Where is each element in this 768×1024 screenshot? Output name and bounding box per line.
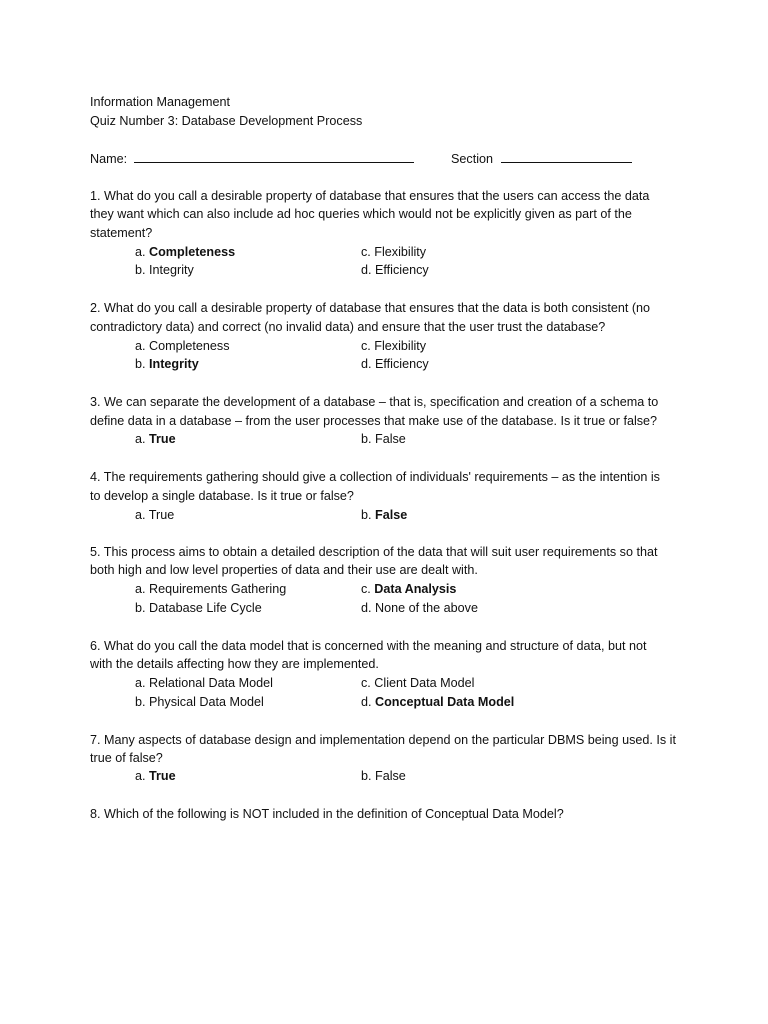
option-a: a. Completeness [135, 245, 236, 259]
option-a: a. True [135, 769, 176, 783]
option-b: b. Integrity [135, 357, 199, 371]
option-b: b. Integrity [135, 263, 194, 277]
correct-answer: True [149, 769, 176, 783]
option-a: a. Relational Data Model [135, 676, 273, 690]
correct-answer: Integrity [149, 357, 199, 371]
option-c: c. Client Data Model [361, 676, 475, 690]
correct-answer: True [149, 432, 176, 446]
question-text-line: true of false? [90, 751, 163, 765]
question-text-line: statement? [90, 226, 153, 240]
section-blank[interactable] [501, 149, 632, 163]
option-a: a. Requirements Gathering [135, 582, 287, 596]
option-b: b. False [361, 769, 406, 783]
question-text-line: 2. What do you call a desirable property of database that ensures that the data is both consistent (no [90, 301, 651, 315]
question-text-line: 7. Many aspects of database design and implementation depend on the particular DBMS being used. Is it [90, 733, 676, 747]
option-c: c. Data Analysis [361, 582, 457, 596]
option-a: a. True [135, 432, 176, 446]
option-c: c. Flexibility [361, 339, 427, 353]
name-field-row [90, 149, 414, 168]
correct-answer: Conceptual Data Model [375, 695, 515, 709]
question-text-line: contradictory data) and correct (no invalid data) and ensure that the user trust the database? [90, 320, 606, 334]
name-blank[interactable] [134, 149, 414, 163]
correct-answer: Data Analysis [374, 582, 457, 596]
option-b: b. Physical Data Model [135, 695, 264, 709]
question-text-line: with the details affecting how they are implemented. [90, 657, 379, 671]
question-text-line: both high and low level properties of data and their use are dealt with. [90, 563, 478, 577]
option-b: b. False [361, 508, 408, 522]
option-d: d. Conceptual Data Model [361, 695, 515, 709]
option-b: b. Database Life Cycle [135, 601, 262, 615]
option-a: a. True [135, 508, 175, 522]
question-text-line: 3. We can separate the development of a database – that is, specification and creation of a schema to [90, 395, 659, 409]
correct-answer: False [375, 508, 408, 522]
course-title: Information Management [90, 95, 231, 109]
question-text-line: 4. The requirements gathering should give a collection of individuals' requirements – as the intention is [90, 470, 660, 484]
quiz-title: Quiz Number 3: Database Development Process [90, 114, 363, 128]
option-b: b. False [361, 432, 406, 446]
option-d: d. None of the above [361, 601, 478, 615]
option-a: a. Completeness [135, 339, 230, 353]
question-text-line: 8. Which of the following is NOT included in the definition of Conceptual Data Model? [90, 807, 564, 821]
section-field-row [451, 149, 632, 168]
question-text-line: 6. What do you call the data model that is concerned with the meaning and structure of data, but not [90, 639, 647, 653]
question-text-line: define data in a database – from the user processes that make use of the database. Is it true or false? [90, 414, 658, 428]
option-c: c. Flexibility [361, 245, 427, 259]
option-d: d. Efficiency [361, 357, 429, 371]
question-text-line: 1. What do you call a desirable property of database that ensures that the users can access the data [90, 189, 650, 203]
section-label: Section [451, 152, 494, 166]
name-label: Name: [90, 152, 128, 166]
option-d: d. Efficiency [361, 263, 429, 277]
correct-answer: Completeness [149, 245, 236, 259]
question-text-line: they want which can also include ad hoc queries which would not be explicitly given as part of the [90, 207, 632, 221]
question-text-line: 5. This process aims to obtain a detailed description of the data that will suit user requirements so that [90, 545, 658, 559]
question-text-line: to develop a single database. Is it true or false? [90, 489, 354, 503]
